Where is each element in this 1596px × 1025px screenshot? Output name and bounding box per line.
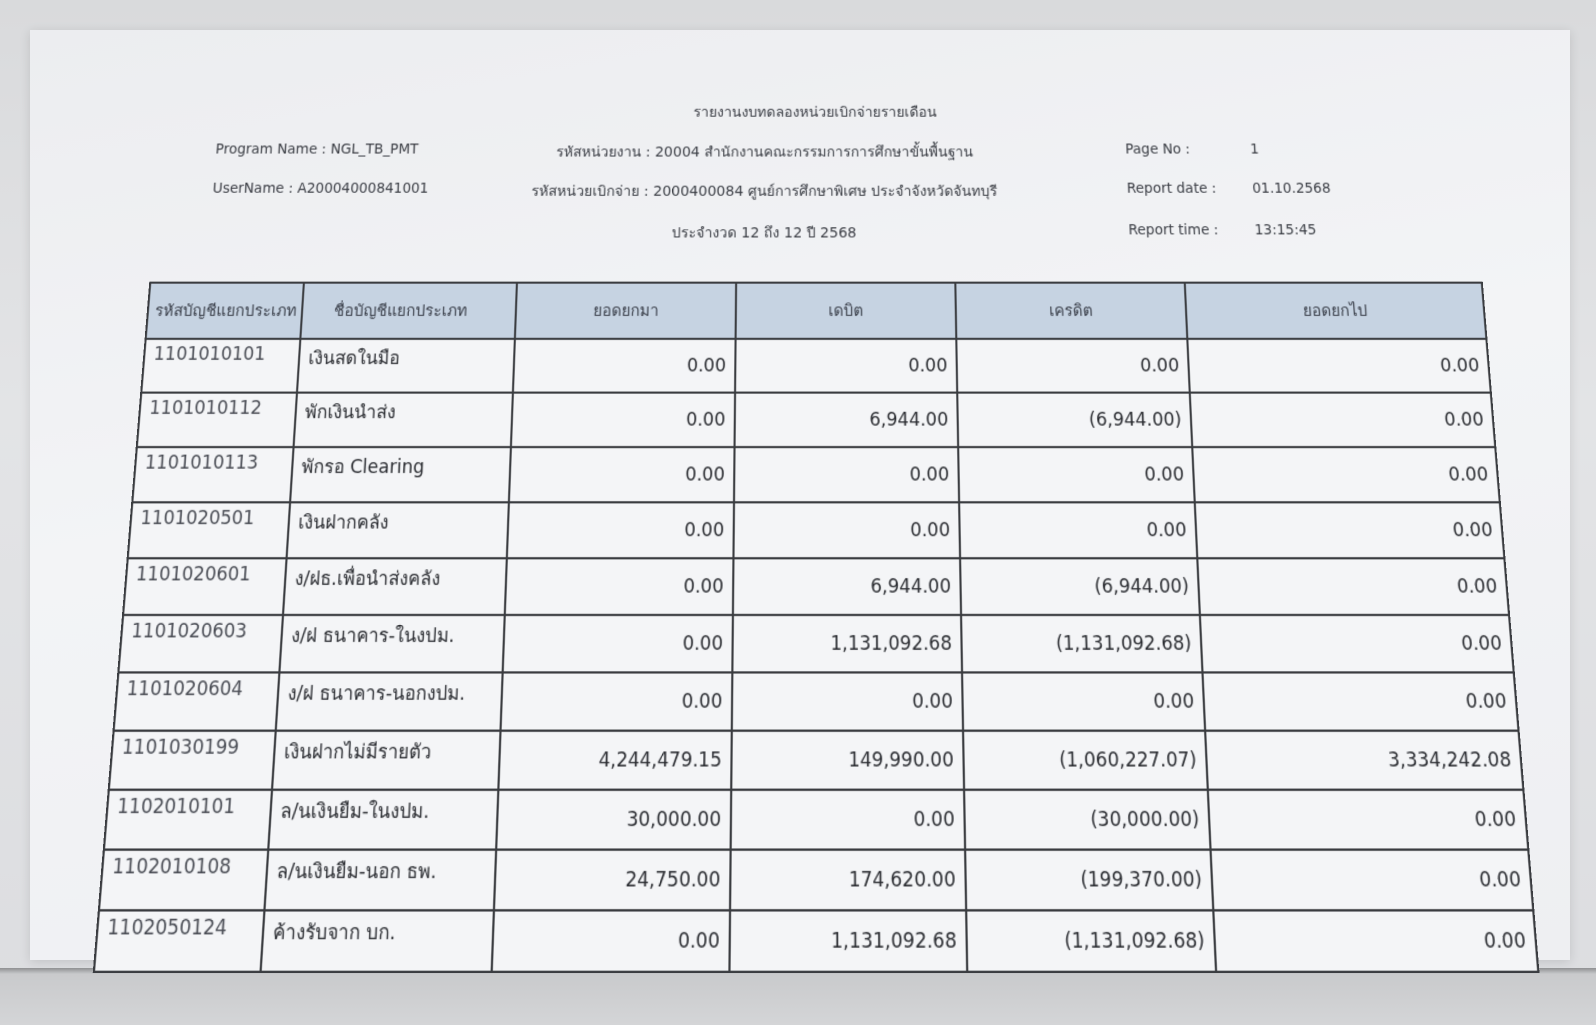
cell-brought-forward: 30,000.00 (496, 790, 731, 850)
table-row (99, 850, 1533, 911)
cell-account-code: 1102050124 (94, 910, 265, 972)
cell-credit: (30,000.00) (964, 790, 1210, 850)
cell-carried-forward: 0.00 (1200, 615, 1514, 672)
program-name: Program Name : NGL_TB_PMT (214, 141, 419, 158)
cell-account-code: 1101010101 (141, 339, 300, 393)
cell-debit: 6,944.00 (735, 393, 959, 447)
cell-debit: 1,131,092.68 (729, 910, 967, 972)
agency-code: รหัสหน่วยงาน : 20004 สำนักงานคณะกรรมการการศึกษาขั้นพื้นฐาน (555, 144, 974, 161)
cell-carried-forward: 3,334,242.08 (1205, 731, 1523, 790)
cell-account-name: ง/ฝ ธนาคาร-นอกงปม. (276, 672, 503, 730)
cell-account-name: เงินสดในมือ (297, 339, 515, 393)
cell-credit: (1,060,227.07) (963, 731, 1208, 790)
cell-account-code: 1101020601 (123, 558, 286, 615)
cell-brought-forward: 0.00 (509, 447, 735, 502)
cell-debit: 0.00 (731, 790, 965, 850)
cell-carried-forward: 0.00 (1197, 558, 1509, 615)
cell-debit: 174,620.00 (730, 850, 966, 911)
table-row (132, 447, 1500, 502)
cell-credit: 0.00 (959, 502, 1197, 558)
cell-account-code: 1101010113 (132, 447, 293, 502)
table-row (114, 672, 1519, 730)
cell-account-name: เงินฝากไม่มีรายตัว (272, 731, 500, 790)
cell-brought-forward: 0.00 (511, 393, 735, 447)
cell-debit: 0.00 (732, 672, 963, 730)
cell-credit: (1,131,092.68) (966, 910, 1216, 972)
cell-account-name: ค้างรับจาก บก. (261, 910, 494, 972)
report-time-value: 13:15:45 (1254, 222, 1317, 239)
cell-carried-forward: 0.00 (1192, 447, 1500, 502)
cell-brought-forward: 0.00 (492, 910, 730, 972)
cell-carried-forward: 0.00 (1208, 790, 1528, 850)
page-no-value: 1 (1249, 141, 1260, 158)
cell-credit: (1,131,092.68) (961, 615, 1202, 672)
cell-brought-forward: 0.00 (513, 339, 736, 393)
cell-debit: 1,131,092.68 (732, 615, 962, 672)
col-header-brought-forward: ยอดยกมา (515, 283, 736, 339)
cell-account-name: พักรอ Clearing (290, 447, 511, 502)
cell-credit: 0.00 (956, 339, 1189, 393)
table-row (128, 502, 1505, 558)
cell-credit: (6,944.00) (957, 393, 1192, 447)
cell-carried-forward: 0.00 (1213, 910, 1538, 972)
cell-credit: 0.00 (962, 672, 1205, 730)
trial-balance-table (93, 282, 1540, 974)
table-row (104, 790, 1528, 850)
cell-brought-forward: 0.00 (507, 502, 734, 558)
col-header-account-code: รหัสบัญชีแยกประเภท (146, 283, 304, 339)
cell-account-name: ง/ฝธ.เพื่อนำส่งคลัง (283, 558, 507, 615)
cell-brought-forward: 0.00 (501, 672, 733, 730)
cell-brought-forward: 0.00 (503, 615, 733, 672)
cell-debit: 6,944.00 (733, 558, 961, 615)
table-row (118, 615, 1513, 672)
cell-account-name: ล/นเงินยืม-ในงปม. (268, 790, 498, 850)
table-row (94, 910, 1538, 972)
cell-brought-forward: 0.00 (505, 558, 734, 615)
cell-account-name: ล/นเงินยืม-นอก ธพ. (264, 850, 496, 911)
table-row (123, 558, 1509, 615)
cell-account-code: 1102010101 (104, 790, 272, 850)
table-header-row (146, 283, 1487, 339)
cell-brought-forward: 4,244,479.15 (498, 731, 731, 790)
cell-account-code: 1101020604 (114, 672, 280, 730)
col-header-debit: เดบิต (736, 283, 957, 339)
cell-credit: 0.00 (958, 447, 1195, 502)
cell-account-name: ง/ฝ ธนาคาร-ในงปม. (279, 615, 504, 672)
cell-debit: 149,990.00 (731, 731, 964, 790)
user-name: UserName : A20004000841001 (211, 180, 429, 197)
disbursing-unit: รหัสหน่วยเบิกจ่าย : 2000400084 ศูนย์การศึกษาพิเศษ ประจำจังหวัดจันทบุรี (531, 183, 998, 200)
cell-account-name: พักเงินนำส่ง (294, 393, 513, 447)
document-body (93, 90, 1538, 973)
cell-carried-forward: 0.00 (1187, 339, 1490, 393)
report-title: รายงานงบทดลองหน่วยเบิกจ่ายรายเดือน (693, 104, 937, 121)
cell-carried-forward: 0.00 (1190, 393, 1496, 447)
cell-account-code: 1101020603 (118, 615, 283, 672)
cell-account-code: 1101030199 (109, 731, 276, 790)
cell-account-code: 1102010108 (99, 850, 268, 911)
cell-debit: 0.00 (735, 339, 957, 393)
cell-account-code: 1101020501 (128, 502, 290, 558)
report-date-value: 01.10.2568 (1251, 180, 1332, 197)
cell-account-code: 1101010112 (137, 393, 297, 447)
table-row (141, 339, 1491, 393)
cell-brought-forward: 24,750.00 (494, 850, 731, 911)
page-no-label: Page No : (1124, 141, 1191, 158)
col-header-credit: เครดิต (955, 283, 1187, 339)
cell-credit: (199,370.00) (965, 850, 1213, 911)
cell-debit: 0.00 (734, 447, 959, 502)
table-row (137, 393, 1495, 447)
report-header (149, 90, 1480, 282)
table-row (109, 731, 1524, 790)
cell-account-name: เงินฝากคลัง (287, 502, 509, 558)
col-header-account-name: ชื่อบัญชีแยกประเภท (300, 283, 517, 339)
cell-credit: (6,944.00) (960, 558, 1200, 615)
cell-carried-forward: 0.00 (1195, 502, 1505, 558)
cell-debit: 0.00 (733, 502, 960, 558)
report-date-label: Report date : (1126, 180, 1217, 197)
report-time-label: Report time : (1128, 222, 1219, 239)
col-header-carried-forward: ยอดยกไป (1185, 283, 1487, 339)
report-period: ประจำงวด 12 ถึง 12 ปี 2568 (671, 225, 857, 242)
cell-carried-forward: 0.00 (1202, 672, 1518, 730)
cell-carried-forward: 0.00 (1211, 850, 1534, 911)
